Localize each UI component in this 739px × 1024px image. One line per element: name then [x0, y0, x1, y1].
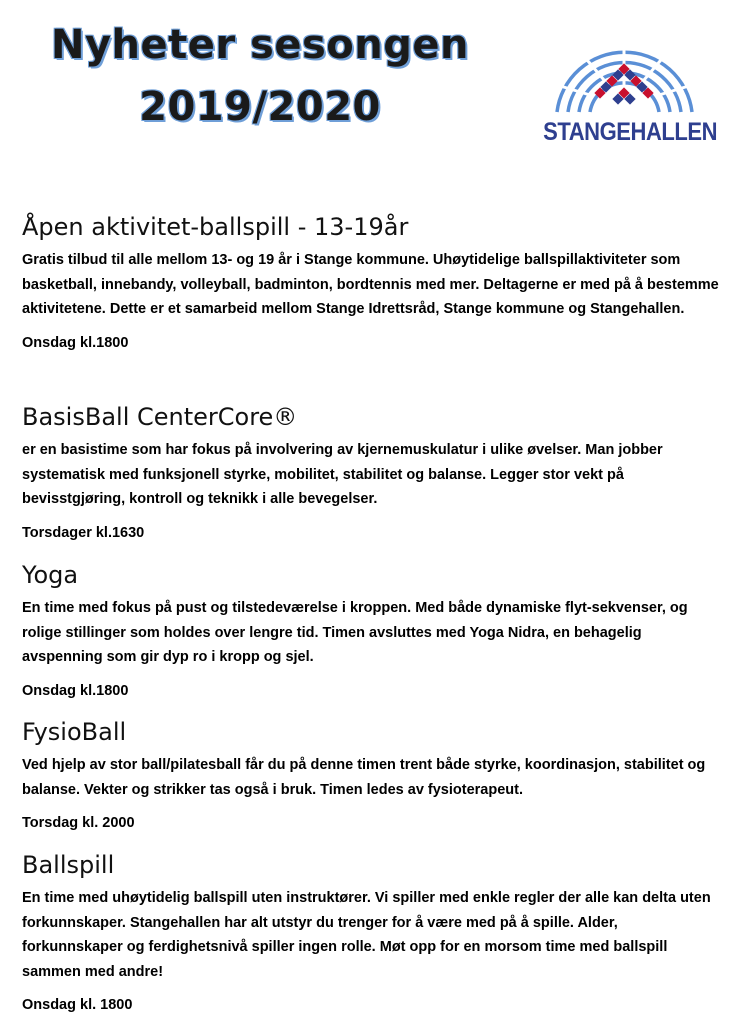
section-yoga — [22, 558, 722, 702]
section-title: BasisBall CenterCore® — [22, 403, 298, 431]
page-title — [0, 14, 520, 138]
section-body: En time med uhøytidelig ballspill uten instruktører. Vi spiller med enkle regler der alle kan delta uten forkunnskaper. Stangehallen har alt utstyr du trenger for å være med på å spille. Alder, forkunnskaper og ferdighetsnivå spiller ingen rolle. Møt opp for en morsom time med ballspill sammen med andre! — [22, 890, 711, 980]
section-title: Ballspill — [22, 851, 115, 879]
section-body: er en basistime som har fokus på involvering av kjernemuskulatur i ulike øvelser. Man jobber systematisk med funksjonell styrke, mobilitet, stabilitet og balanse. Legger stor vekt på bevisstgjøring, kontroll og teknikk i alle bevegelser. — [22, 442, 663, 507]
section-fysioball — [22, 715, 722, 834]
arena-arcs-icon — [532, 40, 717, 120]
section-time: Onsdag kl.1800 — [22, 334, 129, 351]
section-body: Gratis tilbud til alle mellom 13- og 19 år i Stange kommune. Uhøytidelige ballspillaktiviteter som basketball, innebandy, volleyball, badminton, bordtennis med mer. Deltagerne er med på å bestemme aktivitetene. Dette er et samarbeid mellom Stange Idrettsråd, Stange kommune og Stangehallen. — [22, 252, 719, 317]
section-title: Yoga — [22, 561, 79, 589]
page-title-line1: Nyheter sesongen — [51, 22, 469, 68]
section-ballspill — [22, 848, 722, 1016]
section-title: FysioBall — [22, 718, 127, 746]
section-title: Åpen aktivitet-ballspill - 13-19år — [22, 213, 409, 241]
section-time: Torsdager kl.1630 — [22, 524, 145, 541]
section-basisball — [22, 400, 722, 544]
logo-text: STANGEHALLEN — [543, 118, 718, 146]
section-body: En time med fokus på pust og tilstedeværelse i kroppen. Med både dynamiske flyt-sekvenser, og rolige stillinger som holdes over lengre tid. Timen avsluttes med Yoga Nidra, en behagelig avspenning som gir dyp ro i kropp og sjel. — [22, 600, 688, 665]
section-time: Onsdag kl.1800 — [22, 682, 129, 699]
page-title-line2: 2019/2020 — [139, 84, 381, 130]
section-aapen-aktivitet — [22, 210, 722, 354]
section-body: Ved hjelp av stor ball/pilatesball får du på denne timen trent både styrke, koordinasjon, stabilitet og balanse. Vekter og strikker tas også i bruk. Timen ledes av fysioterapeut. — [22, 757, 706, 798]
section-time: Onsdag kl. 1800 — [22, 997, 133, 1013]
section-time: Torsdag kl. 2000 — [22, 815, 135, 831]
stangehallen-logo — [532, 40, 717, 152]
